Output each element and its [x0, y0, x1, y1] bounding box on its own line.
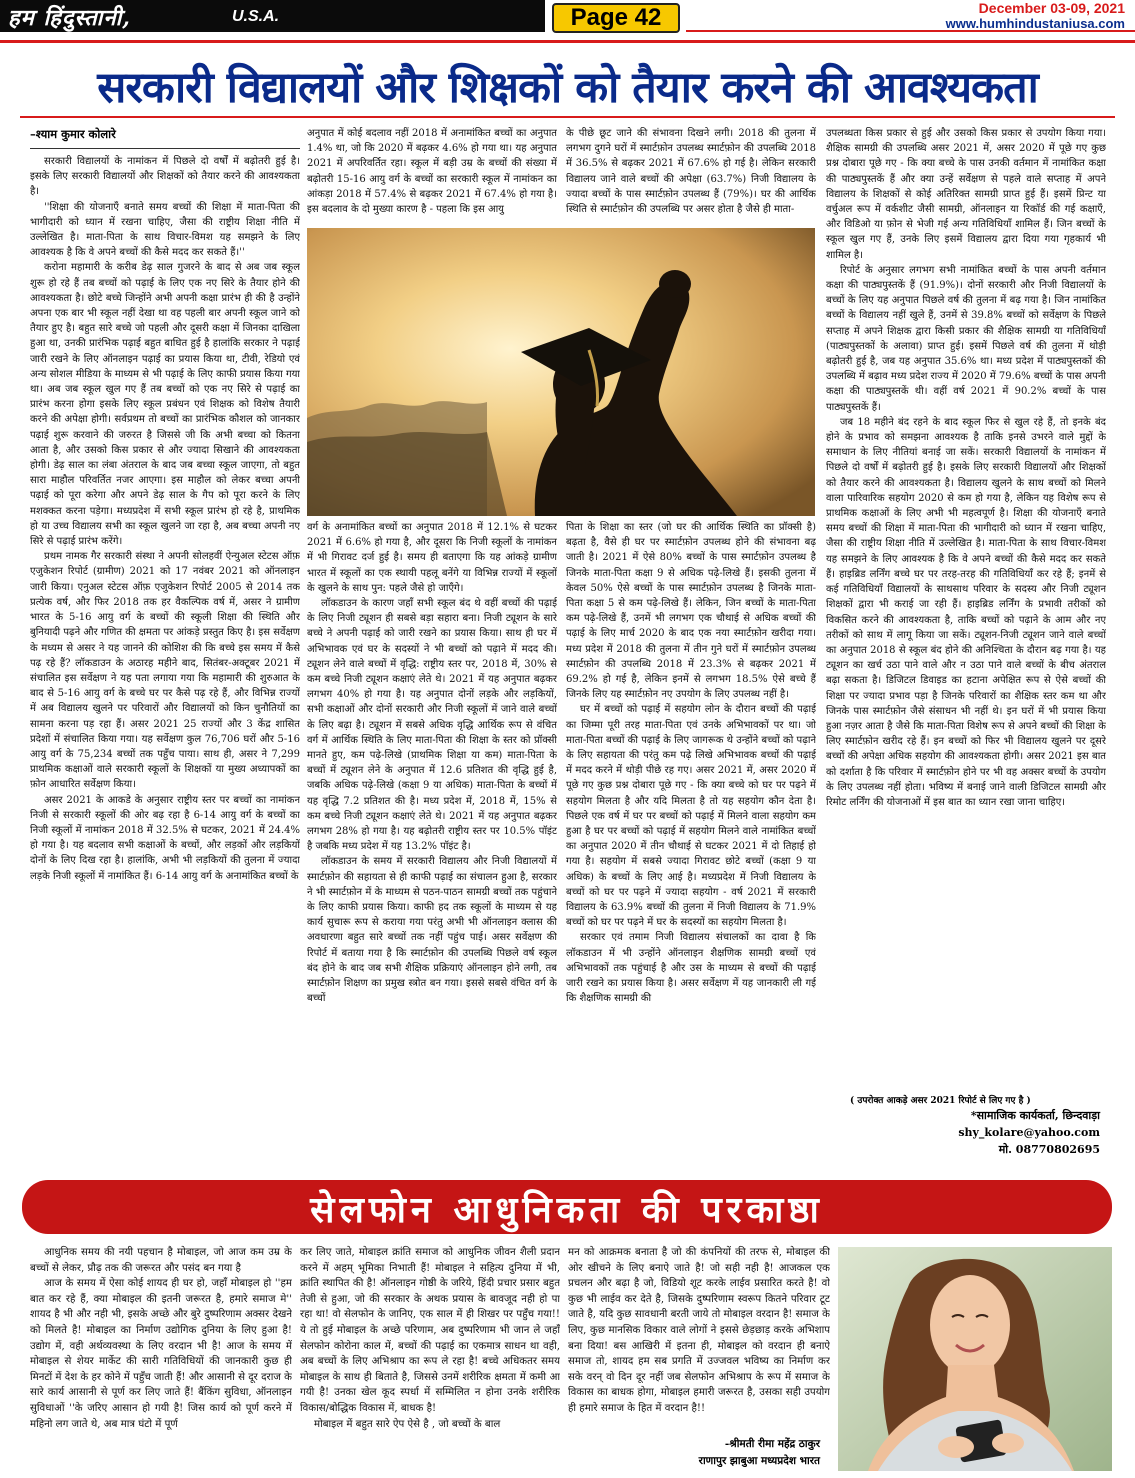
second-article-banner [22, 1180, 1112, 1234]
paragraph: पिता के शिक्षा का स्तर (जो घर की आर्थिक स्थिति का प्रॉक्सी है) बढ़ता है, वैसे ही घर पर स्मार्टफ़ोन उपलब्ध होने की संभावना बढ़ जाती है। 2021 में ऐसे 80% बच्चों के पास स्मार्टफ़ोन उपलब्ध है जिनके माता-पिता कक्षा 9 से अधिक पढ़े-लिखे हैं। इसकी तुलना में केवल 50% ऐसे बच्चों के पास स्मार्टफ़ोन उपलब्ध है जिनके माता-पिता कक्षा 5 से कम पढ़े-लिखे हैं। लेकिन, जिन बच्चों के माता-पिता कम पढ़े-लिखे हैं, उनमें भी लगभग एक चौथाई से अधिक बच्चों की पढ़ाई के लिए मार्च 2020 के बाद एक नया स्मार्टफ़ोन खरीदा गया। मध्य प्रदेश में 2018 की तुलना में तीन गुने घरों में स्मार्टफ़ोन उपलब्ध स्मार्टफ़ोन की उपलब्धि 2018 में 23.3% से बढ़कर 2021 में 69.2% हो गई है, लेकिन इनमें से लगभग 18.5% ऐसे बच्चे हैं जिनके लिए यह स्मार्टफ़ोन नए उपयोग के लिए उपलब्ध नहीं है। [566, 522, 816, 701]
second-article-column-1 [30, 1245, 292, 1473]
article-column-1 [30, 154, 300, 1124]
paragraph: असर 2021 के आकडे के अनुसार राष्ट्रीय स्तर पर बच्चों का नामांकन निजी से सरकारी स्कूलों की ओर बढ़ रहा है 6-14 आयु वर्ग के बच्चों का निजी स्कूलों में नामांकन 2018 में 32.5% से घटकर, 2021 में 24.4% हो गया है। यह बदलाव सभी कक्षाओं के बच्चों, और लड़कों और लड़कियों दोनों के लिए दिख रहा है। हालांकि, अभी भी लड़कियों की तुलना में ज्यादा लड़के निजी स्कूलों में नामांकित हैं। 6-14 आयु वर्ग के अनामांकित बच्चों के [30, 794, 300, 882]
source-note: ( उपरोक्त आकड़े असर 2021 रिपोर्ट से लिए गए है ) [850, 1096, 1031, 1106]
masthead-title: हम हिंदुस्तानी, [8, 5, 131, 31]
issue-date: December 03-09, 2021 [978, 0, 1125, 16]
website-link[interactable]: www.humhindustaniusa.com [945, 16, 1125, 31]
author-place: राणापुर झाबुआ मध्यप्रदेश भारत [698, 1455, 820, 1467]
paragraph: आज के समय में ऐसा कोई शायद ही घर हो, जहाँ मोबाइल हो ''हम बात कर रहे हैं, क्या मोबाइल की इतनी जरूरत है, हमारे समाज मे'' शायद है भी और नही भी, इसके अच्छे और बुरे दुष्परिणाम अक्सर देखने को मिलते है! मोबाइल का निर्माण उद्योगिक दुनिया के लिए हुआ है! उद्योग में, वही अर्थव्यवस्था के लिए वरदान भी है! आज के समय में मोबाइल से शेयर मार्केट की सारी गतिविधियों की जानकारी कुछ ही मिनटों में देश के हर कोने में पहुँच जाती हैं! और आसानी से दूर दराज के सारे कार्य आसानी से पूर्ण कर लिए जाते हैं! बैंकिंग सुविधा, ऑनलाइन सुविधाओं ''के जरिए आसान हो गयी है! जिस कार्य को पूर्ण करने में महिनो लग जाते थे, अब मात्र घंटो में पूर्ण [30, 1278, 292, 1430]
paragraph: प्रथम नामक गैर सरकारी संस्था ने अपनी सोलहवीं ऐन्युअल स्टेटस ऑफ़ एजुकेशन रिपोर्ट (ग्रामीण) 2021 को 17 नवंबर 2021 को ऑनलाइन जारी किया। एनुअल स्टेटस ऑफ़ एजुकेशन रिपोर्ट 2005 से 2014 तक प्रत्येक वर्ष, और फिर 2018 तक हर वैकल्पिक वर्ष में, असर ने ग्रामीण भारत के 5-16 आयु वर्ग के बच्चों की स्कूली शिक्षा की स्थिति और बुनियादी पढ़ने और गणित की क्षमता पर आंकड़े प्रस्तुत किए है। इस सर्वेक्षण के मध्यम से असर ने यह जानने की कोशिश की कि बच्चे इस समय में कैसे पढ़ रहे हैं? लॉकडाउन के अठारह महीने बाद, सितंबर-अक्टूबर 2021 में संचालित इस सर्वेक्षण ने यह पता लगाया गया कि महामारी की शुरुआत के बाद से 5-16 आयु वर्ग के बच्चे घर पर कैसे पढ़ रहे हैं, और विभिन्न राज्यों में अब विद्यालय खुलने पर परिवारों और विद्यालयों को किन चुनौतियों का सामना करना पड़ रहा हैं। असर 2021 25 राज्यों और 3 केंद्र शासित प्रदेशों में संचालित किया गया। यह सर्वेक्षण कुल 76,706 घरों और 5-16 आयु वर्ग के 75,234 बच्चों तक पहुँच पाया। साथ ही, असर ने 7,299 प्राथमिक कक्षाओं वाले सरकारी स्कूलों के शिक्षकों या मुख्य अध्यापकों का फ़ोन आधारित सर्वेक्षण किया। [30, 551, 300, 791]
woman-using-phone-image [838, 1247, 1112, 1471]
paragraph: लॉकडाउन के समय में सरकारी विद्यालय और निजी विद्यालयों में स्मार्टफ़ोन की सहायता से ही काफी पढ़ाई का संचालन हुआ है, सरकार ने भी स्मार्टफ़ोन में के माध्यम से पठन-पाठन सामग्री बच्चों तक पहुंचाने के लिए काफी प्रयास किया। काफी हद तक स्कूलों के माध्यम से यह कार्य सुचारू रूप से कराया गया परंतु अभी भी ऑनलाइन क्लास की अवधारणा बहुत सारे बच्चों तक नहीं पहुंच पाई। असर सर्वेक्षण की रिपोर्ट में बताया गया है कि स्मार्टफ़ोन की उपलब्धि पिछले वर्ष स्कूल बंद होने के बाद जब सभी शैक्षिक प्रक्रियाएं ऑनलाइन होने लगी, तब स्मार्टफ़ोन शिक्षण का प्रमुख स्त्रोत बन गया। इससे सबसे वंचित वर्ग के बच्चों [307, 856, 557, 1005]
article-column-2-top [307, 126, 557, 226]
second-article-headline: सेलफोन आधुनिकता की परकाष्ठा [310, 1190, 824, 1231]
paragraph: मोबाइल में बहुत सारे ऐप ऐसे है , जो बच्चों के बाल [314, 1418, 501, 1430]
author-email[interactable]: shy_kolare@yahoo.com [958, 1126, 1100, 1139]
paragraph: कर लिए जाते, मोबाइल क्रांति समाज को आधुनिक जीवन शैली प्रदान करने में अहम् भूमिका निभाती हैं! मोबाइल ने सहित्य दुनिया में भी, क्रांति स्थापित की है! ऑनलाइन गोष्ठी के जरिये, हिंदी प्रचार प्रसार बहुत तेजी से हुआ, जो की सरकार के अथक प्रयास के बावजूद नही हो पा रहा था! वो सेलफोन के जानिए, एक साल में ही शिखर पर पहुँच गया!! ये तो हुई मोबाइल के अच्छे परिणाम, अब दुष्परिणाम भी जान ले जहाँ सेलफोन कोरोना काल में, बच्चों की पढ़ाई का एकमात्र साधन था वही, अब बच्चों के लिए अभिश्राप का रूप ले रहा है! बच्चे अधिकतर समय मोबाइल के साथ ही बिताते है, जिससे उनमें शरीरिक क्षमता में कमी आ गयी है! उनका खेल कूद स्पर्धा में सम्मिलित न होना उनके शरीरिक विकास/बोद्धिक विकास में, बाधक है! [300, 1247, 560, 1414]
paragraph: घर में बच्चों को पढ़ाई में सहयोग लोन के दौरान बच्चों की पढ़ाई का जिम्मा पूरी तरह माता-पिता एवं उनके अभिभावकों पर था। जो माता-पिता बच्चों की पढ़ाई के लिए जागरूक थे उन्होंने बच्चों को पढ़ाने के लिए सहायता की परंतु कम पढ़े लिखे अभिभावक बच्चों की पढ़ाई में मदद करने में थोड़ी पीछे रह गए। असर 2021 में, असर 2020 में पूछे गए कुछ प्रश्न दोबारा पूछे गए - कि क्या बच्चे को घर पर पढ़ने में सहयोग मिलता है और यदि मिलता है तो यह सहयोग कौन देता है। पिछले एक वर्ष में घर पर बच्चों को पढ़ाई में मिलने वाला सहयोग कम हुआ है घर पर बच्चों को पढ़ाई में सहयोग मिलने वाले नामांकित बच्चों का अनुपात 2020 में तीन चौथाई से घटकर 2021 में दो तिहाई हो गया है। सहयोग में सबसे ज्यादा गिरावट छोटे बच्चों (कक्षा 9 या अधिक) के बच्चों के लिए आई है। मध्यप्रदेश में निजी विद्यालय के बच्चों को घर पर पढ़ने में ज्यादा सहयोग - वर्ष 2021 में सरकारी विद्यालय के 63.9% बच्चों की तुलना में निजी विद्यालय के 71.9% बच्चों को घर पर पढ़ने में घर के सदस्यों का सहयोग मिलता है। [566, 704, 816, 929]
article-column-3-top [566, 126, 816, 226]
masthead-bar [0, 0, 545, 32]
graduate-photo [307, 228, 815, 516]
byline-rule [30, 148, 300, 149]
masthead [0, 0, 1135, 36]
author-signature [958, 1107, 1100, 1158]
header-divider [0, 40, 1135, 43]
woman-phone-photo [838, 1247, 1112, 1471]
second-article-column-3 [568, 1245, 830, 1433]
paragraph: करोना महामारी के करीब डेढ़ साल गुजरने के बाद से अब जब स्कूल शुरू हो रहे हैं तब बच्चों को पढ़ाई के लिए एक नए सिरे के तैयार होने की आवश्यकता है। छोटे बच्चे जिन्होंने अभी अपनी कक्षा प्रारंभ ही की है उन्होंने अपना एक बार भी स्कूल नहीं देखा था वह पहली बार अपनी स्कूल जाने को तैयार हुए है। बहुत सारे बच्चे जो पहली और दूसरी कक्षा में जिनका दाखिला हुआ था, उनकी प्रारंभिक पढ़ाई बहुत बाधित हुई है हालांकि सरकार ने पढ़ाई जारी रखने के लिए ऑनलाइन पढ़ाई का प्रयास किया था, टीवी, रेडियो एवं अन्य सोशल मीडिया के माध्यम से भी पढ़ाई के लिए काफी प्रयास किया गया था। अब जब स्कूल खुल गए हैं तब बच्चों को एक नए सिरे से पढ़ाई का प्रारंभ करना होगा इसके लिए स्कूल प्रबंधन एवं शिक्षक को विशेष तैयारी करने की अपेक्षा होगी। सर्वप्रथम तो बच्चों का प्रारंभिक कौशल को जानकार पढ़ाई शुरू करवाने की जरुरत है जिससे जी कि अभी बच्चा को कितना आता है, और उसको किस प्रकार से और ज्यादा सिखाने की आवश्यकता होगी। डेढ़ साल का लंबा अंतराल के बाद जब बच्चा स्कूल जाएगा, तो बहुत सारा माहौल परिवर्तित नजर आएगा। इस माहौल को लेकर बच्चा अपनी पढ़ाई को पूरा करेगा और अपने डेढ़ साल के गैप को पूरा करने के लिए मशक्कत करना पड़ेगा। मध्यप्रदेश में सभी स्कूल प्रारंभ हो रहे है, प्राथमिक हो या उच्च विद्यालय सभी का स्कूल खुलने जा रहा है, अब बच्चा अपनी नए सिरे से पढ़ाई प्रारंभ करेंगे। [30, 262, 300, 548]
paragraph: लॉकडाउन के कारण जहाँ सभी स्कूल बंद थे वहीं बच्चों की पढ़ाई के लिए निजी ट्यूशन ही सबसे बड़ा सहारा बना। निजी ट्यूशन के सारे बच्चे ने अपनी पढ़ाई को जारी रखने का प्रयास किया। साथ ही घर में अभिभावक एवं घर के सदस्यों ने भी बच्चों को पढ़ाने में मदद की। ट्यूशन लेने वाले बच्चों में वृद्धि: राष्ट्रीय स्तर पर, 2018 में, 30% से कम बच्चे निजी ट्यूशन कक्षाएं लेते थे। 2021 में यह अनुपात बढ़कर लगभग 40% हो गया है। यह अनुपात दोनों लड़के और लड़कियों, सभी कक्षाओं और दोनों सरकारी और निजी स्कूलों में जाने वाले बच्चों के लिए बढ़ा है। ट्यूशन में सबसे अधिक वृद्धि आर्थिक रूप से वंचित वर्ग में आर्थिक स्थिति के लिए माता-पिता की शिक्षा के स्तर को प्रॉक्सी मानते हुए, कम पढ़े-लिखे (प्राथमिक शिक्षा या कम) माता-पिता के बच्चों में ट्यूशन लेने के अनुपात में 12.6 प्रतिशत की वृद्धि हुई है, जबकि अधिक पढ़े-लिखे (कक्षा 9 या अधिक) माता-पिता के बच्चों में यह वृद्धि 7.2 प्रतिशत की है। मध्य प्रदेश में, 2018 में, 15% से कम बच्चे निजी ट्यूशन कक्षाएं लेते थे। 2021 में यह अनुपात बढ़कर लगभग 28% हो गया है। यह बढ़ोतरी राष्ट्रीय स्तर पर 10.5% पॉइंट है जबकि मध्य प्रदेश में यह 13.2% पॉइंट है। [307, 598, 557, 853]
paragraph: अनुपात में कोई बदलाव नहीं 2018 में अनामांकित बच्चों का अनुपात 1.4% था, जो कि 2020 में बढ़कर 4.6% हो गया था। यह अनुपात 2021 में अपरिवर्तित रहा। स्कूल में बड़ी उम्र के बच्चों की संख्या में बढ़ोतरी 15-16 आयु वर्ग के बच्चों का सरकारी स्कूल में नामांकन का आंकड़ा 2018 में 57.4% से बढ़कर 2021 में 67.4% हो गया है। इस बदलाव के दो मुख्या कारण है - पहला कि इस आयु [307, 128, 557, 216]
paragraph: मन को आक्रमक बनाता है जो की कंपनियों की तरफ से, मोबाइल की ओर खीचने के लिए बनाऐ जाते है! जो सही नही है! आजकल एक प्रचलन और बढ़ा है जो, विडियो शूट करके लाईव प्रसारित करते है! वो कुछ भी लाईव कर देते है, जिसके दुष्परिणाम स्वरूप कितने परिवार टूट जाते है, यदि कुछ सावधानी बरती जाये तो मोबाइल वरदान है! समाज के लिए, कुछ मानसिक विकार वाले लोगों ने इससे छेड़छाड़ करके अभिशाप बना दिया! बस आखिरी में इतना ही, मोबाइल को वरदान ही बनाऐ समाज तो, शायद हम सब प्रगति में उज्जवल भविष्य का निर्माण कर सके वरन् वो दिन दूर नहीं जब सेलफोन अभिश्राप के रूप में समाज के विकास का बाधक होगा, मोबाइल हमारी जरूरत है, उसका सही उपयोग ही हमारे समाज के हित में वरदान है!! [568, 1247, 830, 1414]
second-article-author [580, 1436, 820, 1470]
paragraph: जब 18 महीने बंद रहने के बाद स्कूल फिर से खुल रहे हैं, तो इनके बंद होने के प्रभाव को समझना आवश्यक है ताकि इनसे उभरने वाले मुद्दों के समाधान के लिए नीतियां बनाई जा सकें। सरकारी विद्यालयों के नामांकन में पिछले दो वर्षों में बढ़ोतरी हुई है। इसके लिए सरकारी विद्यालयों और शिक्षकों को तैयार करने की आवश्यकता है। विद्यालय खुलने के साथ बच्चों को मिलने वाला पारिवारिक सहयोग 2020 से कम हो गया है, लेकिन यह विशेष रूप से प्राथमिक कक्षाओं के लिए अभी भी महत्वपूर्ण है। शिक्षा की योजनाएँ बनाते समय बच्चों की शिक्षा में माता-पिता की भागीदारी को ध्यान में रखना चाहिए, जैसा की राष्ट्रीय शिक्षा नीति में उल्लेखित है। माता-पिता के साथ विचार-विमश यह समझने के लिए आवश्यक है कि वे अपने बच्चों की कैसे मदद कर सकते हैं। हाइब्रिड लर्निंग बच्चे घर पर तरह-तरह की गतिविधियाँ कर रहे हैं; इनमें से कई गतिविधियाँ विद्यालयों के साथसाथ परिवार के सदस्य और निजी ट्यूशन शिक्षकों द्वारा भी कराई जा रही हैं। हाइब्रिड लर्निंग के प्रभावी तरीकों को विकसित करने की आवश्यकता है, ताकि बच्चों को पढ़ाने के आम और नए तरीकों को साथ में लागू किया जा सकें। ट्यूशन-निजी ट्यूशन जाने वाले बच्चों का अनुपात 2018 से स्कूल बंद होने की अनिश्चिता के दौरान बढ़ गया है। यह ट्यूशन का खर्च उठा पाने वाले और न उठा पाने वाले बच्चों के बीच अंतराल बढ़ा सकता है। डिजिटल डिवाइड का हटाना अपेक्षित रूप से ऐसे बच्चों की शिक्षा पर ज्यादा प्रभाव पड़ा है जिनके परिवारों का शैक्षिक स्तर कम था और जिनके पास स्मार्टफ़ोन जैसे संसाधन भी नहीं थे। इन घरों में भी प्रयास किया हुआ नज़र आता है जैसे कि माता-पिता विशेष रूप से अपने बच्चों की शिक्षा के लिए स्मार्टफ़ोन खरीद रहे हैं। इन बच्चों को फिर भी विद्यालय खुलने पर दूसरे बच्चों की अपेक्षा अधिक सहयोग की आवश्यकता होगी। असर 2021 इस बात को दर्शाता है कि परिवार में स्मार्टफ़ोन होने पर भी वह अक्सर बच्चों के उपयोग के लिए उपलब्ध नहीं होता। भविष्य में बनाई जाने वाली डिजिटल सामग्री और रिमोट लर्निंग की योजनाओं में इस बात का ध्यान रखा जाना चाहिए। [826, 416, 1106, 808]
paragraph: ''शिक्षा की योजनाएँ बनाते समय बच्चों की शिक्षा में माता-पिता की भागीदारी को ध्यान में रखना चाहिए, जैसा की राष्ट्रीय शिक्षा नीति में उल्लेखित है। माता-पिता के साथ विचार-विमश यह समझने के लिए आवश्यक है कि वे अपने बच्चों की कैसे मदद कर सकते हैं।'' [30, 201, 300, 259]
paragraph: रिपोर्ट के अनुसार लगभग सभी नामांकित बच्चों के पास अपनी वर्तमान कक्षा की पाठ्यपुस्तकें हैं (91.9%)। दोनों सरकारी और निजी विद्यालयों के बच्चों के लिए यह अनुपात पिछले वर्ष की तुलना में बढ़ गया है। जिन नामांकित बच्चों के विद्यालय नहीं खुले हैं, उनमें से 39.8% बच्चों को सर्वेक्षण के पिछले सप्ताह में अपने शिक्षक द्वारा किसी प्रकार की शैक्षिक सामग्री या गतिविधियाँ (पाठ्यपुस्तकों के अलावा) प्राप्त हुई। इसमें पिछले वर्ष की तुलना में थोड़ी बढ़ोतरी हुई है, जब यह अनुपात 35.6% था। मध्य प्रदेश में पाठ्यपुस्तकों की उपलब्धि में बढ़ाव मध्य प्रदेश राज्य में 2020 में 79.6% बच्चों के पास अपनी कक्षा की पाठ्यपुस्तकें थी। वहीं वर्ष 2021 में 90.2% बच्चों के पास पाठ्यपुस्तकें हैं। [826, 264, 1106, 413]
masthead-info [686, 0, 1135, 32]
author-name: -श्रीमती रीमा महेंद्र ठाकुर [724, 1438, 820, 1450]
author-phone: मो. 08770802695 [998, 1143, 1100, 1156]
paragraph: आधुनिक समय की नयी पहचान है मोबाइल, जो आज कम उम्र के बच्चों से लेकर, प्रौढ़ तक की जरूरत और पसंद बन गया है [30, 1247, 292, 1274]
masthead-region: U.S.A. [232, 8, 280, 25]
article-byline: –श्याम कुमार कोलारे [30, 127, 116, 141]
author-title: *सामाजिक कार्यकर्ता, छिन्दवाड़ा [970, 1109, 1100, 1122]
page-number: Page 42 [552, 3, 680, 33]
article-headline: सरकारी विद्यालयों और शिक्षकों को तैयार करने की आवश्यकता [97, 63, 1038, 113]
paragraph: वर्ग के अनामांकित बच्चों का अनुपात 2018 में 12.1% से घटकर 2021 में 6.6% हो गया है, और दूसरा कि निजी स्कूलों के नामांकन में भी गिरावट दर्ज हुई है। समय ही बताएगा कि यह आंकड़े ग्रामीण भारत में स्कूलों का एक स्थायी पहलू बनेंगे या विभिन्न राज्यों में स्कूलों के खुलने के साथ पुन: पहले जैसे हो जाएँगे। [307, 522, 557, 594]
graduate-silhouette-image [307, 228, 815, 516]
headline-divider [20, 116, 1115, 118]
paragraph: सरकार एवं तमाम निजी विद्यालय संचालकों का दावा है कि लॉकडाउन में भी उन्होंने ऑनलाइन शैक्षणिक सामग्री बच्चों एवं अभिभावकों तक पहुंचाई है और उस के माध्यम से बच्चों की पढ़ाई जारी रखने का प्रयास किया है। असर सर्वेक्षण में यह जानकारी ली गई कि शैक्षणिक सामग्री की [566, 932, 816, 1005]
paragraph: सरकारी विद्यालयों के नामांकन में पिछले दो वर्षों में बढ़ोतरी हुई है। इसके लिए सरकारी विद्यालयों और शिक्षकों को तैयार करने की आवश्यकता है। [30, 156, 300, 198]
paragraph: के पीछे छूट जाने की संभावना दिखने लगी। 2018 की तुलना में लगभग दुगने घरों में स्मार्टफ़ोन उपलब्ध स्मार्टफ़ोन की उपलब्धि 2018 में 36.5% से बढ़कर 2021 में 67.6% हो गई है। लेकिन सरकारी विद्यालय जाने वाले बच्चों की अपेक्षा (63.7%) निजी विद्यालय के ज्यादा बच्चों के पास स्मार्टफ़ोन उपलब्ध हैं (79%)। घर की आर्थिक स्थिति से स्मार्टफ़ोन की उपलब्धि पर असर होता है जैसे ही माता- [566, 128, 816, 216]
article-column-3-bottom [566, 520, 816, 1160]
second-article-column-2 [300, 1245, 560, 1473]
paragraph: उपलब्धता किस प्रकार से हुई और उसको किस प्रकार से उपयोग किया गया। शैक्षिक सामग्री की उपलब्धि असर 2021 में, असर 2020 में पूछे गए कुछ प्रश्न दोबारा पूछे गए - कि क्या बच्चे के पास उनकी वर्तमान में नामांकित कक्षा की पाठ्यपुस्तकें हैं और क्या उन्हें सर्वेक्षण से पहले वाले सप्ताह में अपने विद्यालय के शिक्षकों से कोई अतिरिक्त सामग्री प्राप्त हुई हैं। इसमें प्रिन्ट या वर्चुअल रूप में वर्कशीट जैसी सामग्री, ऑनलाइन या रिकॉर्ड की गई कक्षाएँ, और विडिओ या फ़ोन से भेजी गई अन्य गतिविधियाँ शामिल हैं। जिन बच्चों के स्कूल खुल गए हैं, उनके लिए इसमें विद्यालय द्वारा दिया गया गृहकार्य भी शामिल है। [826, 128, 1106, 261]
article-column-4 [826, 126, 1106, 1090]
article-column-2-bottom [307, 520, 557, 1160]
